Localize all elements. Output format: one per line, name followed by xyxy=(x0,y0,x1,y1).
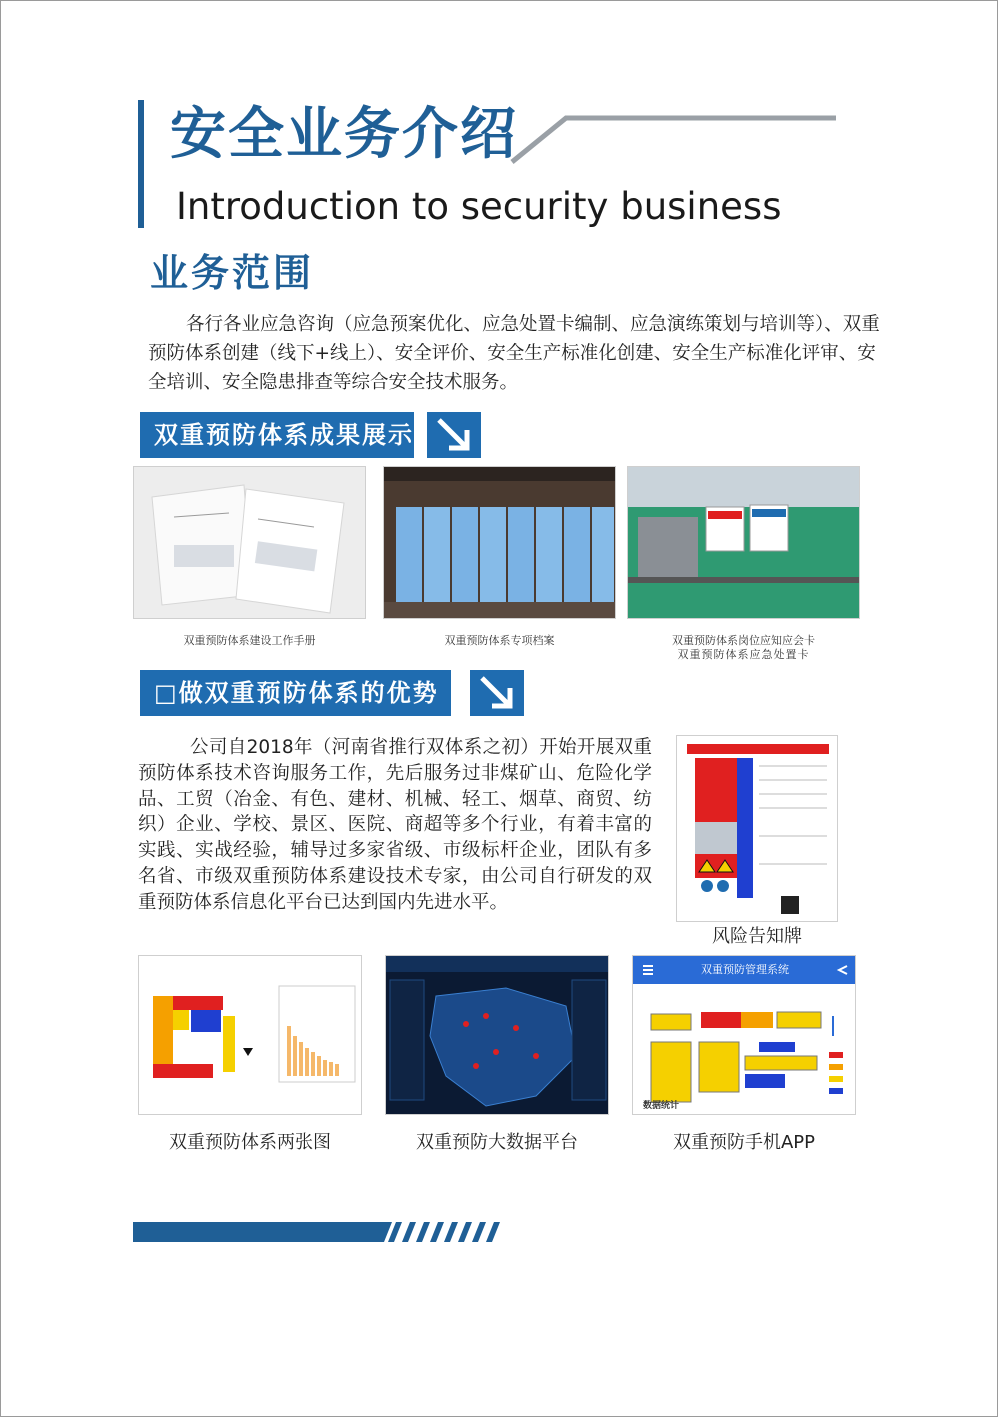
caption-mobile-app: 双重预防手机APP xyxy=(672,1132,816,1153)
app-body-graphic xyxy=(633,956,856,1115)
advantages-text: 公司自2018年（河南省推行双体系之初）开始开展双重预防体系技术咨询服务工作，先后服务过非煤矿山、危险化学品、工贸（冶金、有色、建材、机械、轻工、烟草、商贸、纺织）企业、学校、景区、医院、商超等多个行业，有着丰富的实践、实战经验，辅导过多家省级、市级标杆企业，团队有多名省、市级双重预防体系建设技术专家，由公司自行研发的双重预防体系信息化平台已达到国内先进水平。 xyxy=(138,737,652,913)
app-header-title: 双重预防管理系统 xyxy=(701,963,789,976)
results-banner: 双重预防体系成果展示 xyxy=(140,412,414,458)
scope-text: 各行各业应急咨询（应急预案优化、应急处置卡编制、应急演练策划与培训等）、双重预防体系创建（线下+线上）、安全评价、安全生产标准化创建、安全生产标准化评审、安全培训、安全隐患排查等综合安全技术服务。 xyxy=(148,314,880,393)
page-subtitle: Introduction to security business xyxy=(176,185,782,228)
caption-archive: 双重预防体系专项档案 xyxy=(444,634,555,647)
image-mobile-app xyxy=(632,955,856,1115)
caption-bigdata: 双重预防大数据平台 xyxy=(416,1132,578,1153)
image-two-maps xyxy=(138,955,362,1115)
scope-title: 业务范围 xyxy=(150,251,315,295)
caption-manual: 双重预防体系建设工作手册 xyxy=(183,634,316,647)
caption-cards-line1: 双重预防体系岗位应知应会卡 xyxy=(672,634,815,647)
bottom-decor-bar xyxy=(133,1222,383,1242)
caption-cards-line2: 双重预防体系应急处置卡 xyxy=(677,648,810,661)
arrow-down-right-icon xyxy=(470,670,524,716)
page-title: 安全业务介绍 xyxy=(170,102,518,167)
photo-workshop-cards xyxy=(627,466,860,619)
photo-archive-binders xyxy=(383,466,616,619)
title-decor-line xyxy=(0,0,1000,200)
advantages-banner: □做双重预防体系的优势 xyxy=(140,670,451,716)
image-bigdata-platform xyxy=(385,955,609,1115)
caption-risk-card: 风险告知牌 xyxy=(712,926,802,947)
risk-card-image xyxy=(676,735,838,922)
photo-manual xyxy=(133,466,366,619)
arrow-down-right-icon xyxy=(427,412,481,458)
bottom-decor-stripes xyxy=(370,1220,510,1244)
app-footer-label: 数据统计 xyxy=(643,1101,680,1111)
caption-two-maps: 双重预防体系两张图 xyxy=(169,1132,331,1153)
